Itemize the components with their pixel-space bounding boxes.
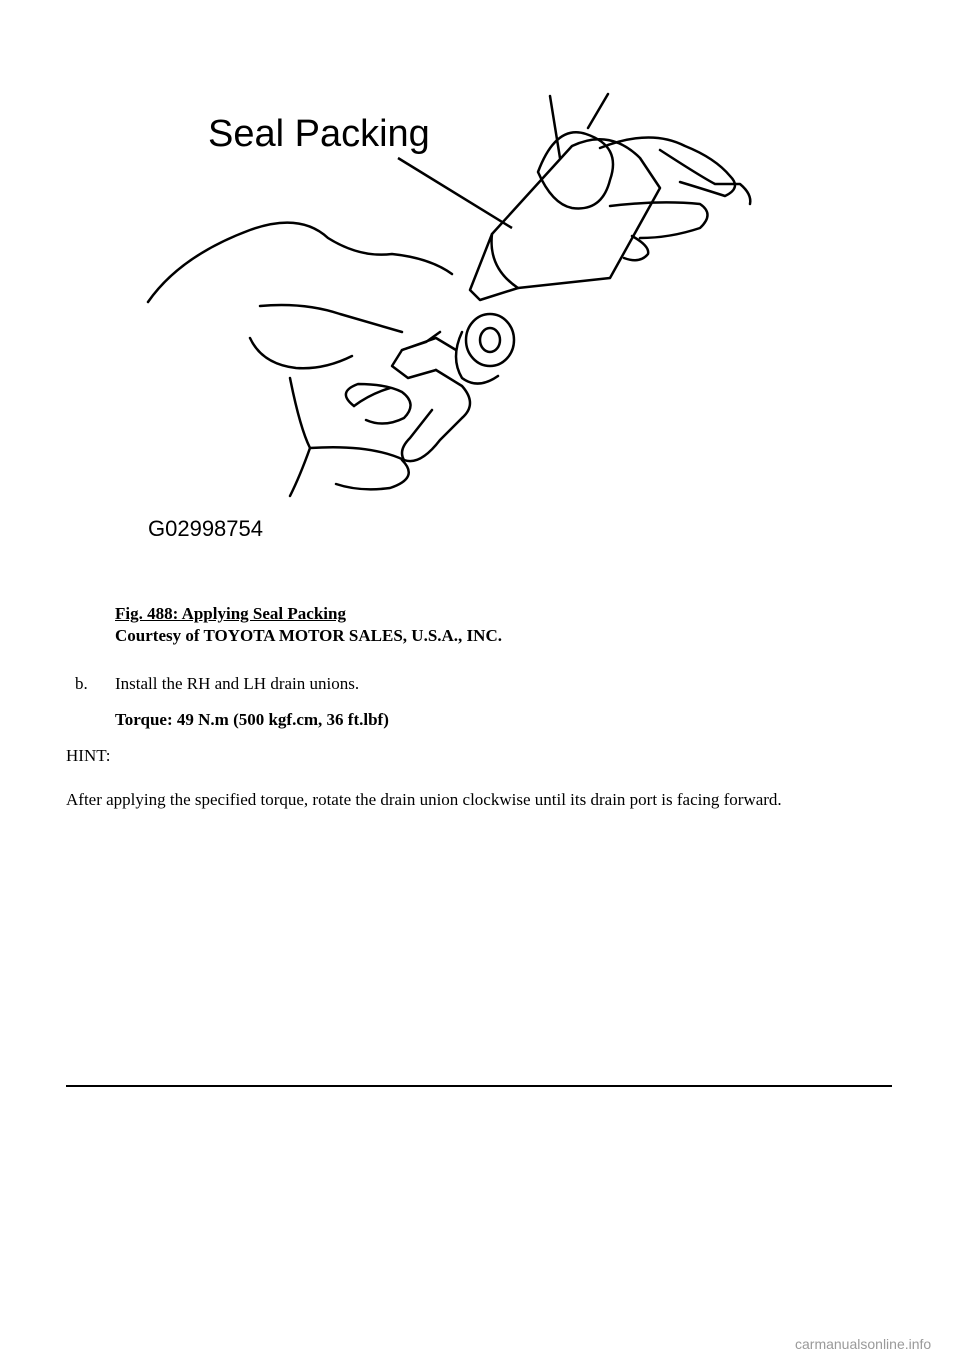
figure-id: G02998754: [148, 516, 263, 541]
callout-leader-line: [398, 158, 512, 228]
illustration-seal-packing: [140, 88, 780, 548]
step-marker: b.: [75, 674, 88, 693]
procedure-step: [75, 673, 359, 695]
caption-title: Fig. 488: Applying Seal Packing: [115, 604, 346, 623]
caption-credit: Courtesy of TOYOTA MOTOR SALES, U.S.A., INC.: [115, 626, 502, 645]
hint-label: HINT:: [66, 746, 111, 765]
watermark: carmanualsonline.info: [795, 1336, 932, 1352]
callout-label: Seal Packing: [208, 113, 430, 155]
step-text: Install the RH and LH drain unions.: [115, 674, 360, 693]
figure-caption: [115, 603, 502, 647]
page-divider: [66, 1085, 892, 1087]
hint-text: After applying the specified torque, rotate the drain union clockwise until its drain port is facing forward.: [66, 790, 782, 809]
torque-spec: Torque: 49 N.m (500 kgf.cm, 36 ft.lbf): [115, 710, 389, 729]
seal-packing-drawing: [140, 88, 780, 548]
